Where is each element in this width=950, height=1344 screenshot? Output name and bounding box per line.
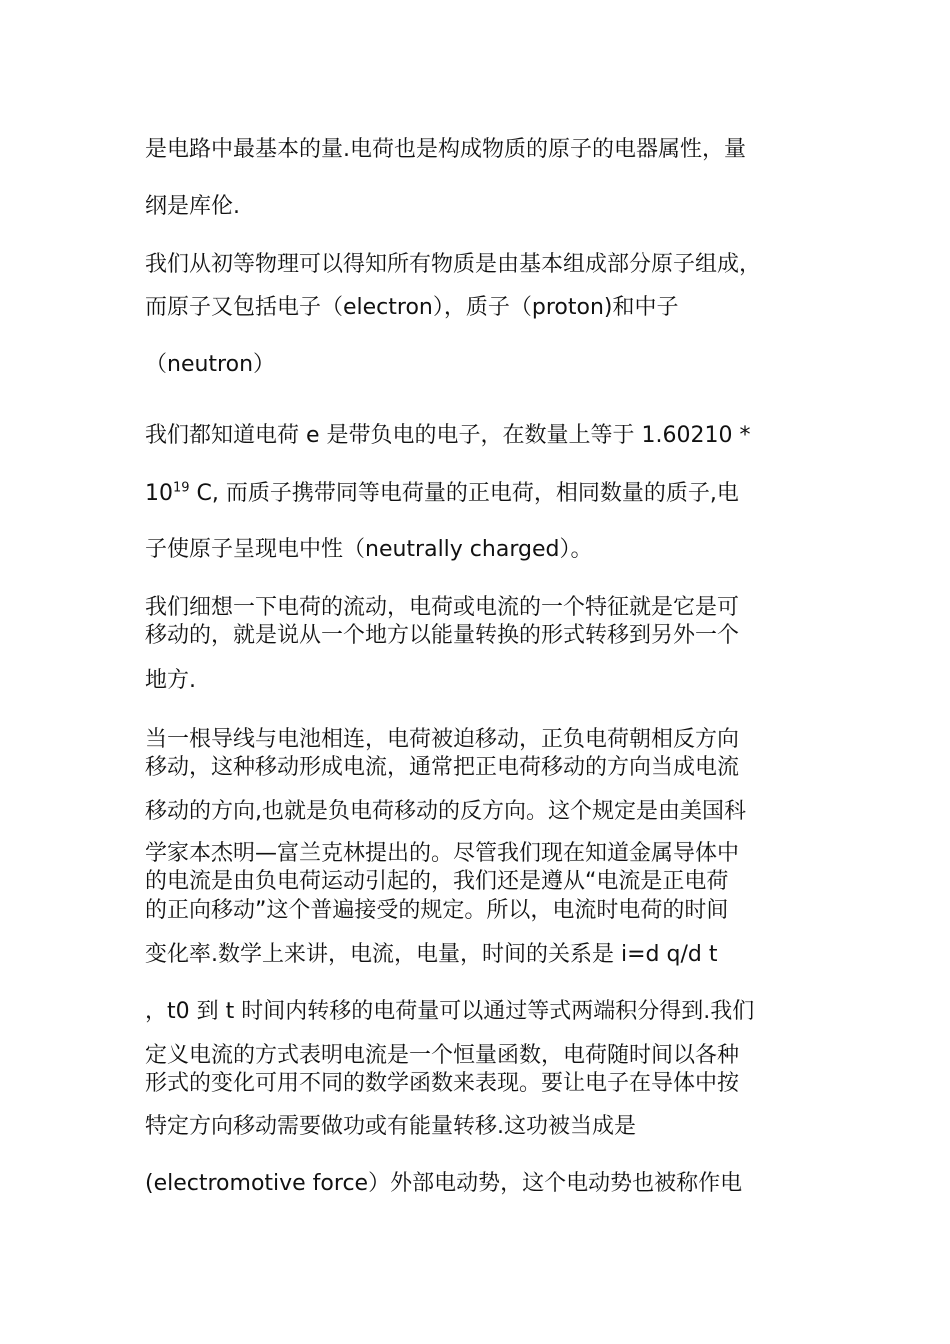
text-line: 我们从初等物理可以得知所有物质是由基本组成部分原子组成，: [145, 252, 762, 277]
text-line: 学家本杰明—富兰克林提出的。尽管我们现在知道金属导体中: [145, 841, 740, 866]
text-line: ，t0 到 t 时间内转移的电荷量可以通过等式两端积分得到.我们: [145, 999, 755, 1024]
text-line: 而原子又包括电子（electron），质子（proton)和中子: [145, 295, 679, 320]
text-line: 移动，这种移动形成电流，通常把正电荷移动的方向当成电流: [145, 755, 740, 780]
text-line: 特定方向移动需要做功或有能量转移.这功被当成是: [145, 1114, 636, 1139]
exponent-power: 19: [173, 480, 190, 496]
text-line: （neutron）: [145, 352, 276, 377]
text-line: 的正向移动”这个普遍接受的规定。所以，电流时电荷的时间: [145, 898, 729, 923]
text-line: 地方.: [145, 668, 196, 693]
text-line: 形式的变化可用不同的数学函数来表现。要让电子在导体中按: [145, 1071, 740, 1096]
text-line-with-exponent: [145, 480, 815, 508]
text-line: 移动的，就是说从一个地方以能量转换的形式转移到另外一个: [145, 623, 740, 648]
text-line: 子使原子呈现电中性（neutrally charged）。: [145, 537, 593, 562]
text-line: 定义电流的方式表明电流是一个恒量函数，电荷随时间以各种: [145, 1043, 740, 1068]
text-line: 我们细想一下电荷的流动，电荷或电流的一个特征就是它是可: [145, 595, 740, 620]
text-line: 变化率.数学上来讲，电流，电量，时间的关系是 i=d q/d t: [145, 942, 718, 967]
text-line: 当一根导线与电池相连，电荷被迫移动，正负电荷朝相反方向: [145, 727, 740, 752]
text-line: 的电流是由负电荷运动引起的，我们还是遵从“电流是正电荷: [145, 869, 729, 894]
text-line: 纲是库伦.: [145, 194, 240, 219]
text-line: 是电路中最基本的量.电荷也是构成物质的原子的电器属性，量: [145, 137, 746, 162]
text-line-remainder: C, 而质子携带同等电荷量的正电荷，相同数量的质子,电: [196, 481, 739, 506]
text-line: (electromotive force）外部电动势，这个电动势也被称作电: [145, 1171, 743, 1196]
text-line: 我们都知道电荷 e 是带负电的电子，在数量上等于 1.60210 *: [145, 423, 751, 448]
exponent-base: 10: [145, 481, 173, 506]
text-line: 移动的方向,也就是负电荷移动的反方向。这个规定是由美国科: [145, 799, 746, 824]
